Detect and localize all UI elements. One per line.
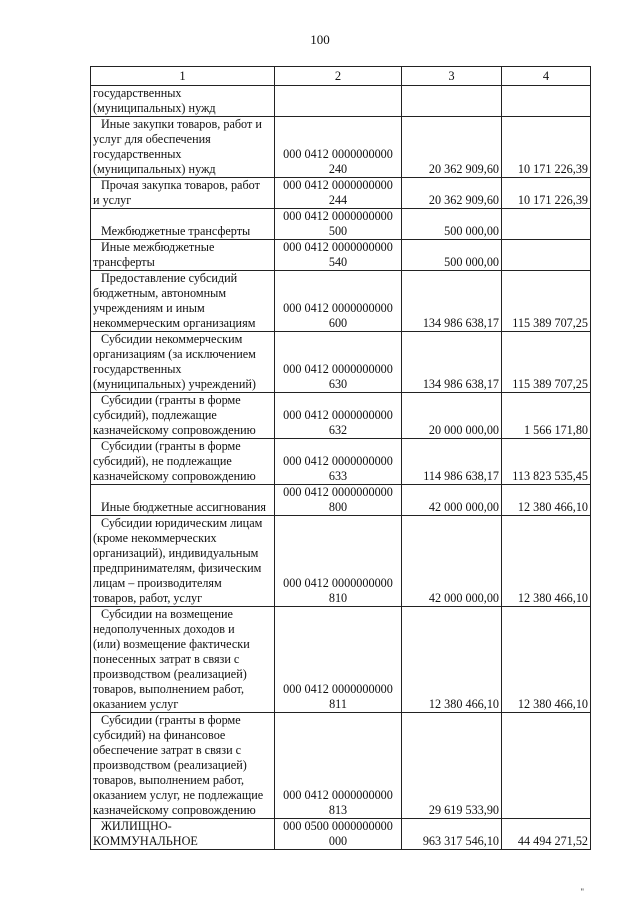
budget-table (90, 66, 591, 850)
row-value-2022 (502, 209, 591, 240)
row-name-line: государственных (93, 362, 182, 376)
row-code-line: 632 (328, 423, 348, 437)
row-value-2021: 20 362 909,60 (402, 178, 502, 209)
row-name-line: недополученных доходов и (93, 622, 235, 636)
row-name-line: Субсидии юридическим лицам (101, 516, 263, 530)
row-code-line: 600 (328, 316, 348, 330)
row-code-line: 000 0412 0000000000 (283, 576, 393, 590)
row-code-line: 000 0412 0000000000 (283, 178, 393, 192)
row-name-cell (91, 439, 275, 485)
row-name-cell (91, 393, 275, 439)
row-value-2022 (502, 713, 591, 819)
row-value-2022 (502, 240, 591, 271)
row-code-line: 000 0412 0000000000 (283, 682, 393, 696)
row-value-2021: 134 986 638,17 (402, 271, 502, 332)
row-value-2021 (402, 86, 502, 117)
table-row (91, 271, 591, 332)
table-row (91, 86, 591, 117)
table-row (91, 393, 591, 439)
row-name-cell (91, 117, 275, 178)
row-code-cell (275, 178, 402, 209)
row-name-line: и услуг (93, 193, 132, 207)
row-code-cell (275, 607, 402, 713)
row-code-line: 811 (329, 697, 347, 711)
row-value-2021: 114 986 638,17 (402, 439, 502, 485)
row-code-cell (275, 819, 402, 850)
row-value-2022: 12 380 466,10 (502, 485, 591, 516)
row-name-line: (муниципальных) нужд (93, 162, 216, 176)
row-name-line: товаров, выполнением работ, (93, 682, 245, 696)
row-name-line: оказанием услуг, не подлежащие (93, 788, 264, 802)
table-row (91, 117, 591, 178)
row-name-line: Субсидии (гранты в форме (101, 713, 241, 727)
table-row (91, 819, 591, 850)
row-value-2022: 113 823 535,45 (502, 439, 591, 485)
row-code-cell (275, 713, 402, 819)
row-name-line: организаций), индивидуальным (93, 546, 259, 560)
row-code-line: 000 0412 0000000000 (283, 408, 393, 422)
row-value-2021: 42 000 000,00 (402, 516, 502, 607)
row-code-line: 000 0500 0000000000 (283, 819, 393, 833)
row-code-line: 540 (328, 255, 348, 269)
row-name-line: казначейскому сопровождению (93, 803, 256, 817)
row-value-2022: 12 380 466,10 (502, 607, 591, 713)
row-value-2022: 10 171 226,39 (502, 117, 591, 178)
row-code-line: 633 (328, 469, 348, 483)
row-code-line: 000 0412 0000000000 (283, 362, 393, 376)
row-value-2022: 10 171 226,39 (502, 178, 591, 209)
row-code-cell (275, 209, 402, 240)
row-name-cell (91, 240, 275, 271)
row-name-line: (муниципальных) учреждений) (93, 377, 256, 391)
row-name-cell (91, 485, 275, 516)
table-row (91, 607, 591, 713)
row-code-line: 500 (328, 224, 348, 238)
row-code-line: 000 0412 0000000000 (283, 301, 393, 315)
row-code-line: 244 (328, 193, 348, 207)
row-name-line: Иные бюджетные ассигнования (101, 500, 267, 514)
row-name-line: Прочая закупка товаров, работ (101, 178, 260, 192)
row-code-line: 000 0412 0000000000 (283, 209, 393, 223)
row-name-line: Субсидии (гранты в форме (101, 393, 241, 407)
row-name-cell (91, 178, 275, 209)
row-code-cell (275, 240, 402, 271)
row-value-2021: 20 000 000,00 (402, 393, 502, 439)
row-code-cell (275, 271, 402, 332)
row-code-line: 813 (328, 803, 348, 817)
row-value-2021: 963 317 546,10 (402, 819, 502, 850)
row-value-2022: 1 566 171,80 (502, 393, 591, 439)
table-row (91, 209, 591, 240)
row-name-line: трансферты (93, 255, 155, 269)
row-name-line: казначейскому сопровождению (93, 423, 256, 437)
row-name-line: учреждениям и иным (93, 301, 205, 315)
row-name-line: бюджетным, автономным (93, 286, 227, 300)
row-name-line: ЖИЛИЩНО- (101, 819, 172, 833)
row-name-line: субсидий), не подлежащие (93, 454, 232, 468)
table-row (91, 485, 591, 516)
row-code-cell (275, 393, 402, 439)
row-name-line: лицам – производителям (93, 576, 222, 590)
row-value-2022: 115 389 707,25 (502, 271, 591, 332)
header-col-4: 4 (502, 67, 591, 86)
row-value-2021: 29 619 533,90 (402, 713, 502, 819)
row-value-2022: 12 380 466,10 (502, 516, 591, 607)
table-row (91, 240, 591, 271)
row-name-cell (91, 819, 275, 850)
row-code-line: 000 0412 0000000000 (283, 240, 393, 254)
row-code-line: 000 0412 0000000000 (283, 485, 393, 499)
row-name-cell (91, 271, 275, 332)
row-code-line: 240 (328, 162, 348, 176)
row-name-line: Субсидии некоммерческим (101, 332, 243, 346)
row-name-line: оказанием услуг (93, 697, 179, 711)
row-name-line: Субсидии (гранты в форме (101, 439, 241, 453)
row-name-line: Межбюджетные трансферты (101, 224, 251, 238)
footer-mark: " (580, 887, 584, 897)
row-name-line: Предоставление субсидий (101, 271, 238, 285)
row-value-2022 (502, 86, 591, 117)
row-code-line: 000 0412 0000000000 (283, 788, 393, 802)
row-name-line: товаров, работ, услуг (93, 591, 203, 605)
row-name-line: Иные межбюджетные (101, 240, 215, 254)
row-value-2021: 20 362 909,60 (402, 117, 502, 178)
table-row (91, 332, 591, 393)
row-name-cell (91, 713, 275, 819)
row-code-line: 000 0412 0000000000 (283, 147, 393, 161)
row-code-line: 000 (328, 834, 348, 848)
header-col-1: 1 (91, 67, 275, 86)
row-name-cell (91, 86, 275, 117)
row-value-2022: 115 389 707,25 (502, 332, 591, 393)
row-name-cell (91, 332, 275, 393)
header-col-2: 2 (275, 67, 402, 86)
table-row (91, 516, 591, 607)
row-code-line: 800 (328, 500, 348, 514)
row-code-cell (275, 332, 402, 393)
row-name-line: КОММУНАЛЬНОЕ (93, 834, 198, 848)
row-name-line: производством (реализацией) (93, 758, 247, 772)
row-name-line: понесенных затрат в связи с (93, 652, 240, 666)
row-name-line: Субсидии на возмещение (101, 607, 233, 621)
row-name-line: (или) возмещение фактически (93, 637, 250, 651)
row-value-2021: 500 000,00 (402, 209, 502, 240)
row-name-line: государственных (93, 147, 182, 161)
row-name-cell (91, 516, 275, 607)
row-name-line: субсидий), подлежащие (93, 408, 217, 422)
table-header-row (91, 67, 591, 86)
header-col-3: 3 (402, 67, 502, 86)
row-code-cell (275, 86, 402, 117)
row-value-2022: 44 494 271,52 (502, 819, 591, 850)
row-value-2021: 134 986 638,17 (402, 332, 502, 393)
row-value-2021: 500 000,00 (402, 240, 502, 271)
row-name-line: предпринимателям, физическим (93, 561, 262, 575)
row-code-line: 810 (328, 591, 348, 605)
row-name-line: товаров, выполнением работ, (93, 773, 245, 787)
row-name-line: организациям (за исключением (93, 347, 256, 361)
row-name-line: государственных (93, 86, 182, 100)
row-code-cell (275, 439, 402, 485)
row-name-cell (91, 607, 275, 713)
row-name-line: некоммерческим организациям (93, 316, 256, 330)
row-name-line: (кроме некоммерческих (93, 531, 217, 545)
row-name-line: Иные закупки товаров, работ и (101, 117, 262, 131)
row-code-cell (275, 516, 402, 607)
row-name-cell (91, 209, 275, 240)
row-name-line: обеспечение затрат в связи с (93, 743, 242, 757)
table-row (91, 713, 591, 819)
row-name-line: субсидий) на финансовое (93, 728, 226, 742)
row-name-line: (муниципальных) нужд (93, 101, 216, 115)
row-code-line: 630 (328, 377, 348, 391)
row-name-line: казначейскому сопровождению (93, 469, 256, 483)
table-row (91, 178, 591, 209)
row-name-line: услуг для обеспечения (93, 132, 211, 146)
row-code-cell (275, 117, 402, 178)
row-code-line: 000 0412 0000000000 (283, 454, 393, 468)
row-value-2021: 42 000 000,00 (402, 485, 502, 516)
row-code-cell (275, 485, 402, 516)
page-number: 100 (310, 32, 330, 47)
row-name-line: производством (реализацией) (93, 667, 247, 681)
row-value-2021: 12 380 466,10 (402, 607, 502, 713)
table-row (91, 439, 591, 485)
